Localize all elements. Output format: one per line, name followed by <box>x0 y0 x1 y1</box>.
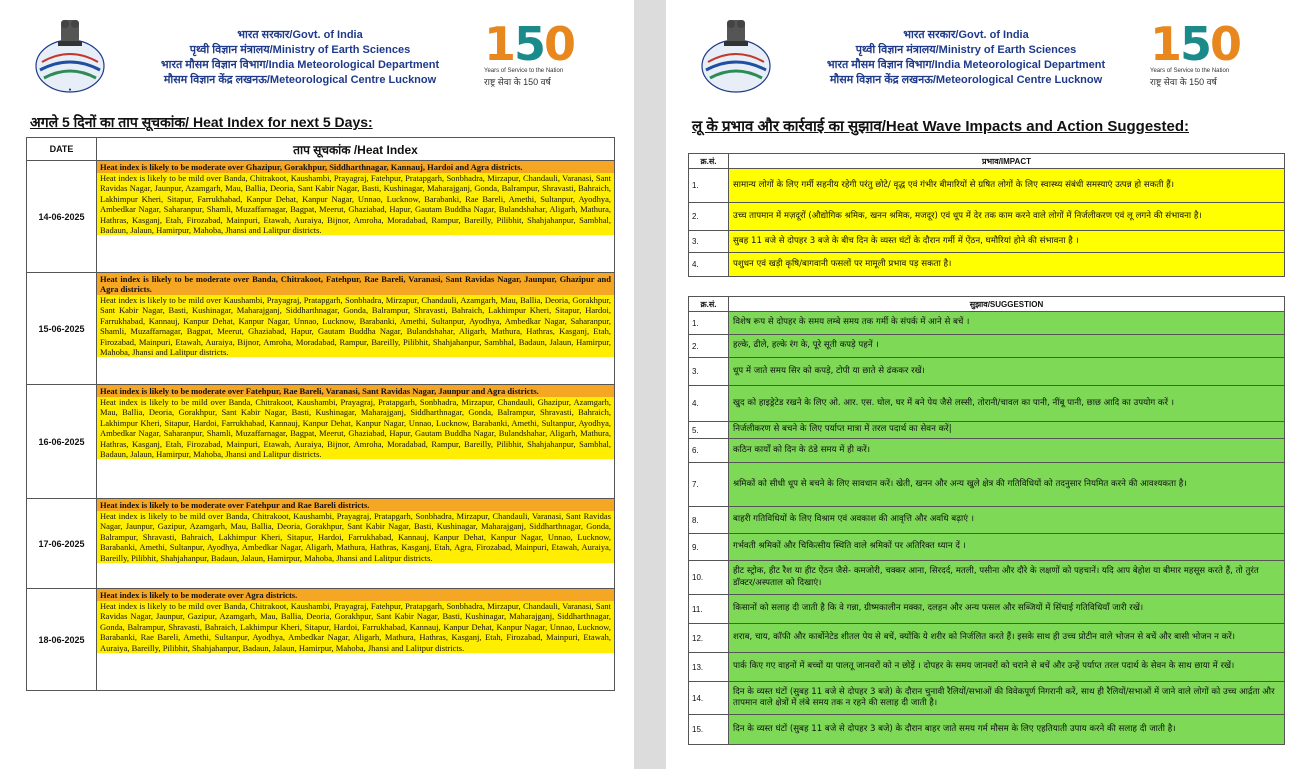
table-row <box>689 231 1285 253</box>
table-row <box>689 463 1285 507</box>
org-line-govt: भारत सरकार/Govt. of India <box>903 29 1029 41</box>
table-row <box>689 561 1285 595</box>
serial-number: 11. <box>689 595 729 624</box>
impacts-page <box>666 0 1300 769</box>
serial-number: 10. <box>689 561 729 595</box>
serial-number: 6. <box>689 439 729 463</box>
suggestion-text: शराब, चाय, कॉफी और कार्बोनेटेड शीतल पेय से बचें, क्योंकि ये शरीर को निर्जलित करते हैं। इसके साथ ही उच्च प्रोटीन वाले भोजन से बचें और बासी भोजन न करें। <box>729 624 1285 653</box>
page-gutter <box>634 0 666 769</box>
mild-text: Heat index is likely to be mild over Banda, Chitrakoot, Kaushambi, Prayagraj, Pratapgarh, Sonbhadra, Mirzapur, Chandauli, Ghazipur, Azamgarh, Mau, Ballia, Deoria, Gorakhpur, Sant Kabir Nagar, Basti, Kushinagar, Maharajganj, Siddharthnagar, Gonda, Balrampur, Shravasti, Bahraich, Lakhimpur Kheri, Sitapur, Hardoi, Farrukhabad, Kannauj, Kanpur Dehat, Kanpur Nagar, Unnao, Lucknow, Barabanki, Amethi, Sultanpur, Ayodhya, Ambedkar Nagar, Saharanpur, Shamli, Muzaffarnagar, Bagpat, Meerut, Ghaziabad, Hapur, Gautam Buddha Nagar, Bulandshahar, Aligarh, Mathura, Hathras, Kasganj, Etah, Firozabad, Mainpuri, Etawah, Auraiya, Bijnor, Amroha, Moradabad, Rampur, Bareilly, Pilibhit, Shahjahanpur, Sambhal, Badaun, Jalaun, Hamirpur, Mahoba, Jhansi and Lalitpur districts. <box>97 397 614 459</box>
heat-index-heading: अगले 5 दिनों का ताप सूचकांक/ Heat Index for next 5 Days: <box>30 114 373 130</box>
serial-number: 15. <box>689 715 729 745</box>
serial-number: 2. <box>689 335 729 358</box>
table-row <box>689 312 1285 335</box>
col-heat-index: ताप सूचकांक /Heat Index <box>97 138 615 161</box>
moderate-text: Heat index is likely to be moderate over Agra districts. <box>97 589 614 601</box>
table-row <box>689 439 1285 463</box>
impacts-heading: लू के प्रभाव और कार्रवाई का सुझाव/Heat Wave Impacts and Action Suggested: <box>692 118 1190 135</box>
table-row <box>689 507 1285 534</box>
logo-number: 150 <box>484 17 575 71</box>
anniversary-logo <box>484 17 599 95</box>
table-row <box>27 161 615 273</box>
row-date: 17-06-2025 <box>27 499 97 589</box>
heat-index-page <box>0 0 634 769</box>
moderate-text: Heat index is likely to be moderate over Ghazipur, Gorakhpur, Siddharthnagar, Kannauj, Hardoi and Agra districts. <box>97 161 614 173</box>
suggestion-text: श्रमिकों को सीधी धूप से बचने के लिए सावधान करें। खेती, खनन और अन्य खुले क्षेत्र की गतिविधियों को तदनुसार नियमित करने की आवश्यकता है। <box>729 463 1285 507</box>
svg-text:●: ● <box>68 87 72 93</box>
org-line-centre: मौसम विज्ञान केंद्र लखनऊ/Meteorological Centre Lucknow <box>829 74 1103 86</box>
row-forecast <box>97 499 615 589</box>
suggestion-table-header <box>689 297 1285 312</box>
suggestion-text: विशेष रूप से दोपहर के समय लम्बे समय तक गर्मी के संपर्क में आने से बचें । <box>729 312 1285 335</box>
table-row <box>689 682 1285 715</box>
row-date: 15-06-2025 <box>27 273 97 385</box>
suggestion-text: पार्क किए गए वाहनों में बच्चों या पालतू जानवरों को न छोड़ें । दोपहर के समय जानवरों को चराने से बचें और उन्हें पर्याप्त तरल पदार्थ के सेवन के साथ छाया में रखें। <box>729 653 1285 682</box>
logo-subtitle-hi: राष्ट्र सेवा के 150 वर्ष <box>1150 77 1217 87</box>
emblem-icon <box>700 14 772 94</box>
moderate-text: Heat index is likely to be moderate over Banda, Chitrakoot, Fatehpur, Rae Bareli, Varanasi, Sant Ravidas Nagar, Jaunpur, Ghazipur and Agra districts. <box>97 273 614 295</box>
moderate-text: Heat index is likely to be moderate over Fatehpur, Rae Bareli, Varanasi, Sant Ravidas Nagar, Jaunpur and Agra districts. <box>97 385 614 397</box>
emblem-icon <box>34 14 106 94</box>
suggestion-text: हल्के, ढीले, हल्के रंग के, पूरे सूती कपड़े पहनें । <box>729 335 1285 358</box>
serial-number: 4. <box>689 253 729 277</box>
row-forecast <box>97 161 615 273</box>
suggestion-text: गर्भवती श्रमिकों और चिकित्सीय स्थिति वाले श्रमिकों पर अतिरिक्त ध्यान दें । <box>729 534 1285 561</box>
moderate-text: Heat index is likely to be moderate over Fatehpur and Rae Bareli districts. <box>97 499 614 511</box>
row-date: 18-06-2025 <box>27 589 97 691</box>
table-row <box>689 386 1285 422</box>
page-header <box>666 0 1300 105</box>
row-forecast <box>97 273 615 385</box>
serial-number: 3. <box>689 358 729 386</box>
organization-block <box>120 28 480 88</box>
serial-number: 1. <box>689 169 729 203</box>
logo-number: 150 <box>1150 17 1241 71</box>
serial-number: 1. <box>689 312 729 335</box>
table-row <box>27 499 615 589</box>
impact-text: उच्च तापमान में मज़दूरों (औद्योगिक श्रमिक, खनन श्रमिक, मजदूर) एवं धूप में देर तक काम करने वाले लोगों में निर्जलीकरण एवं लू लगने की संभावना है। <box>729 203 1285 231</box>
heat-table-header <box>27 138 615 161</box>
row-date: 14-06-2025 <box>27 161 97 273</box>
mild-text: Heat index is likely to be mild over Banda, Chitrakoot, Kaushambi, Prayagraj, Pratapgarh, Sonbhadra, Mirzapur, Chandauli, Varanasi, Sant Ravidas Nagar, Jaunpur, Gazipur, Azamgarh, Mau, Ballia, Deoria, Gorakhpur, Sant Kabir Nagar, Basti, Kushinagar, Maharajganj, Siddharthnagar, Gonda, Balrampur, Shravasti, Bahraich, Lakhimpur Kheri, Sitapur, Hardoi, Farrukhabad, Kannauj, Kanpur Dehat, Kanpur Nagar, Unnao, Lucknow, Barabanki, Amethi, Sultanpur, Ayodhya, Ambedkar Nagar, Aligarh, Mathura, Hathras, Kasganj, Etah, Agra, Firozabad, Mainpuri, Etawah, Auraiya, Bareilly, Pilibhit, Shahjahanpur, Badaun, Jalaun, Hamirpur, Mahoba, Jhansi and Lalitpur districts. <box>97 511 614 563</box>
table-row <box>689 358 1285 386</box>
impact-text: सुबह 11 बजे से दोपहर 3 बजे के बीच दिन के व्यस्त घंटों के दौरान गर्मी में ऐंठन, घमौरियां होने की संभावना है । <box>729 231 1285 253</box>
serial-number: 3. <box>689 231 729 253</box>
serial-number: 8. <box>689 507 729 534</box>
org-line-ministry: पृथ्वी विज्ञान मंत्रालय/Ministry of Earth Sciences <box>855 44 1077 56</box>
col-suggestion: सुझाव/SUGGESTION <box>729 297 1285 312</box>
logo-subtitle-hi: राष्ट्र सेवा के 150 वर्ष <box>484 77 551 87</box>
org-line-ministry: पृथ्वी विज्ञान मंत्रालय/Ministry of Earth Sciences <box>189 44 411 56</box>
table-row <box>27 589 615 691</box>
table-row <box>689 203 1285 231</box>
page-header <box>0 0 634 105</box>
suggestion-text: निर्जलीकरण से बचने के लिए पर्याप्त मात्रा में तरल पदार्थ का सेवन करें| <box>729 422 1285 439</box>
table-row <box>689 534 1285 561</box>
col-serial: क्र.सं. <box>689 154 729 169</box>
org-line-imd: भारत मौसम विज्ञान विभाग/India Meteorological Department <box>826 59 1106 71</box>
serial-number: 13. <box>689 653 729 682</box>
table-row <box>689 715 1285 745</box>
org-line-centre: मौसम विज्ञान केंद्र लखनऊ/Meteorological Centre Lucknow <box>163 74 437 86</box>
serial-number: 7. <box>689 463 729 507</box>
anniversary-logo <box>1150 17 1265 95</box>
table-row <box>689 595 1285 624</box>
table-row <box>689 653 1285 682</box>
table-row <box>27 273 615 385</box>
mild-text: Heat index is likely to be mild over Banda, Chitrakoot, Kaushambi, Prayagraj, Fatehpur, Pratapgarh, Sonbhadra, Mirzapur, Chandauli, Varanasi, Sant Ravidas Nagar, Jaunpur, Azamgarh, Mau, Ballia, Deoria, Sant Kabir Nagar, Basti, Kushinagar, Maharajganj, Gonda, Balrampur, Shravasti, Bahraich, Lakhimpur Kheri, Sitapur, Farrukhabad, Kanpur Dehat, Kanpur Nagar, Unnao, Lucknow, Barabanki, Rae Bareli, Amethi, Sultanpur, Ayodhya, Ambedkar Nagar, Saharanpur, Shamli, Muzaffarnagar, Bagpat, Meerut, Ghaziabad, Hapur, Gautam Buddha Nagar, Bulandshahar, Aligarh, Mathura, Hathras, Kasganj, Etah, Firozabad, Mainpuri, Etawah, Auraiya, Bijnor, Amroha, Moradabad, Rampur, Bareilly, Pilibhit, Shahjahanpur, Sambhal, Badaun, Jalaun, Hamirpur, Mahoba, Jhansi and Lalitpur districts. <box>97 173 614 235</box>
table-row <box>689 253 1285 277</box>
org-line-imd: भारत मौसम विज्ञान विभाग/India Meteorological Department <box>160 59 440 71</box>
table-row <box>27 385 615 499</box>
serial-number: 4. <box>689 386 729 422</box>
suggestion-text: धूप में जाते समय सिर को कपड़े, टोपी या छाते से ढंककर रखें। <box>729 358 1285 386</box>
suggestion-text: कठिन कार्यों को दिन के ठंडे समय में ही करें। <box>729 439 1285 463</box>
row-forecast <box>97 385 615 499</box>
serial-number: 9. <box>689 534 729 561</box>
suggestion-table <box>688 296 1285 745</box>
impact-table <box>688 153 1285 277</box>
org-line-govt: भारत सरकार/Govt. of India <box>237 29 363 41</box>
table-row <box>689 624 1285 653</box>
impact-table-header <box>689 154 1285 169</box>
organization-block <box>786 28 1146 88</box>
col-impact: प्रभाव/IMPACT <box>729 154 1285 169</box>
suggestion-text: खुद को हाइड्रेटेड रखने के लिए ओ. आर. एस. घोल, घर में बने पेय जैसे लस्सी, तोरानी/चावल का पानी, नींबू पानी, छाछ आदि का उपयोग करें । <box>729 386 1285 422</box>
table-row <box>689 335 1285 358</box>
suggestion-text: दिन के व्यस्त घंटों (सुबह 11 बजे से दोपहर 3 बजे) के दौरान चुनावी रैलियों/सभाओं की विवेकपूर्ण निगरानी करें, साथ ही रैलियों/सभाओं में जाने वाले लोगों को उच्च आर्द्रता और तापमान वाले क्षेत्रों में लंबे समय तक न रहने की सलाह दी जाती है। <box>729 682 1285 715</box>
impact-text: सामान्य लोगों के लिए गर्मी सहनीय रहेगी परंतु छोटे/ वृद्ध एवं गंभीर बीमारियों से ग्रषित लोगों के लिए स्वास्थ्य संबंधी समस्याएं उत्पन्न हो सकती हैं। <box>729 169 1285 203</box>
suggestion-text: किसानों को सलाह दी जाती है कि वे गन्ना, ग्रीष्मकालीन मक्का, दलहन और अन्य फसल और सब्जियों में सिंचाई गतिविधियाँ जारी रखें। <box>729 595 1285 624</box>
suggestion-text: दिन के व्यस्त घंटों (सुबह 11 बजे से दोपहर 3 बजे) के दौरान बाहर जाते समय गर्म मौसम के लिए एहतियाती उपाय करने की सलाह दी जाती है। <box>729 715 1285 745</box>
col-serial: क्र.सं. <box>689 297 729 312</box>
heat-index-table <box>26 137 615 691</box>
logo-subtitle-en: Years of Service to the Nation <box>484 68 564 74</box>
row-date: 16-06-2025 <box>27 385 97 499</box>
row-forecast <box>97 589 615 691</box>
table-row <box>689 422 1285 439</box>
col-date: DATE <box>27 138 97 161</box>
suggestion-text: हीट स्ट्रोक, हीट रैश या हीट ऐंठन जैसे- कमजोरी, चक्कर आना, सिरदर्द, मतली, पसीना और दौरे के लक्षणों को पहचानें। यदि आप बेहोश या बीमार महसूस करते हैं, तो तुरंत डॉक्टर/अस्पताल को दिखाएं। <box>729 561 1285 595</box>
serial-number: 2. <box>689 203 729 231</box>
serial-number: 5. <box>689 422 729 439</box>
suggestion-text: बाहरी गतिविधियों के लिए विश्राम एवं अवकाश की आवृत्ति और अवधि बढ़ाएं । <box>729 507 1285 534</box>
mild-text: Heat index is likely to be mild over Banda, Chitrakoot, Kaushambi, Prayagraj, Fatehpur, Pratapgarh, Sonbhadra, Mirzapur, Chandauli, Varanasi, Sant Ravidas Nagar, Jaunpur, Gazipur, Azamgarh, Mau, Ballia, Deoria, Gorakhpur, Sant Kabir Nagar, Basti, Kushinagar, Maharajganj, Siddharthnagar, Gonda, Balrampur, Shravasti, Bahraich, Lakhimpur Kheri, Sitapur, Hardoi, Farrukhabad, Kannauj, Kanpur Dehat, Kanpur Nagar, Unnao, Lucknow, Barabanki, Rae Bareli, Amethi, Sultanpur, Ayodhya, Ambedkar Nagar, Aligarh, Mathura, Hathras, Kasganj, Etah, Firozabad, Mainpuri, Etawah, Auraiya, Bareilly, Pilibhit, Shahjahanpur, Badaun, Jalaun, Hamirpur, Mahoba, Jhansi and Lalitpur districts. <box>97 601 614 653</box>
mild-text: Heat index is likely to be mild over Kaushambi, Prayagraj, Pratapgarh, Sonbhadra, Mirzapur, Chandauli, Azamgarh, Mau, Ballia, Deoria, Gorakhpur, Sant Kabir Nagar, Basti, Kushinagar, Maharajganj, Siddharthnagar, Gonda, Balrampur, Shravasti, Bahraich, Lakhimpur Kheri, Sitapur, Hardoi, Farrukhabad, Kannauj, Kanpur Dehat, Kanpur Nagar, Unnao, Lucknow, Barabanki, Amethi, Sultanpur, Ayodhya, Ambedkar Nagar, Saharanpur, Shamli, Muzaffarnagar, Bagpat, Meerut, Ghaziabad, Hapur, Gautam Buddha Nagar, Bulandshahar, Aligarh, Mathura, Hathras, Kasganj, Etah, Firozabad, Mainpuri, Etawah, Auraiya, Bijnor, Amroha, Moradabad, Rampur, Bareilly, Pilibhit, Shahjahanpur, Sambhal, Badaun, Jalaun, Hamirpur, Mahoba, Jhansi and Lalitpur districts. <box>97 295 614 357</box>
impact-text: पशुधन एवं खड़ी कृषि/बागवानी फसलों पर मामूली प्रभाव पड़ सकता है। <box>729 253 1285 277</box>
table-row <box>689 169 1285 203</box>
logo-subtitle-en: Years of Service to the Nation <box>1150 68 1230 74</box>
serial-number: 14. <box>689 682 729 715</box>
serial-number: 12. <box>689 624 729 653</box>
